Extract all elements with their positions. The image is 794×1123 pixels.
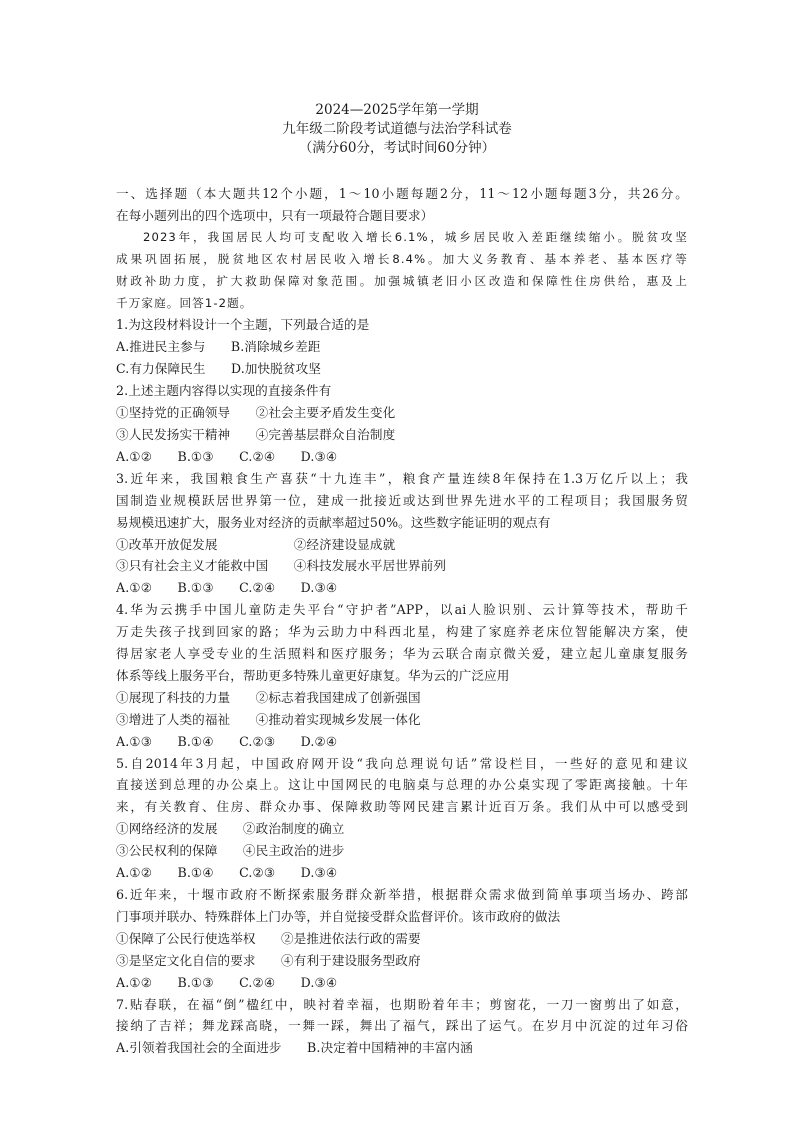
question-5-choices: A.①② B.①④ C.②③ D.③④ xyxy=(116,865,338,881)
question-1-options: C.有力保障民生 D.加快脱贫攻坚 xyxy=(116,361,321,377)
question-6-statement: ①保障了公民行使选举权 ②是推进依法行政的需要 xyxy=(116,930,421,946)
section-heading: 一、选择题（本大题共12个小题，1～10小题每题2分，11～12小题每题3分，共26分。 xyxy=(116,186,688,201)
question-4-choices: A.①③ B.①④ C.②③ D.②④ xyxy=(116,733,338,749)
exam-content xyxy=(116,183,688,1059)
passage-line: 2023年，我国居民人均可支配收入增长6.1%，城乡居民收入差距继续缩小。脱贫攻坚 xyxy=(143,229,688,244)
exam-header xyxy=(0,101,794,158)
passage-line: 成果巩固拓展，脱贫地区农村居民收入增长8.4%。加大义务教育、基本养老、基本医疗等 xyxy=(116,251,688,266)
question-4-stem: 体系等线上服务平台，帮助更多特殊儿童更好康复。华为云的广泛应用 xyxy=(116,667,510,683)
question-7-stem: 7.贴春联，在福“倒”楹红中，映衬着幸福，也期盼着年丰；剪窗花，一刀一窗剪出了如意， xyxy=(116,996,688,1012)
question-5-stem: 5.自2014年3月起，中国政府网开设“我向总理说句话”常设栏目，一些好的意见和建议 xyxy=(116,755,688,771)
question-1-stem: 1.为这段材料设计一个主题，下列最合适的是 xyxy=(116,317,370,333)
question-3-statement: ③只有社会主义才能救中国 ④科技发展水平居世界前列 xyxy=(116,558,447,574)
question-2-statement: ①坚持党的正确领导 ②社会主要矛盾发生变化 xyxy=(116,405,396,421)
question-3-stem: 国制造业规模跃居世界第一位，建成一批接近或达到世界先进水平的工程项目；我国服务贸 xyxy=(116,492,688,508)
exam-title: 九年级二阶段考试道德与法治学科试卷 xyxy=(282,121,512,137)
question-1-options: A.推进民主参与 B.消除城乡差距 xyxy=(116,339,321,355)
question-6-stem: 门事项并联办、特殊群体上门办等，并自觉接受群众监督评价。该市政府的做法 xyxy=(116,908,561,924)
school-year-title: 2024—2025学年第一学期 xyxy=(315,102,479,118)
question-3-stem: 易规模迅速扩大，服务业对经济的贡献率超过50%。这些数字能证明的观点有 xyxy=(116,514,551,530)
passage-line: 千万家庭。回答1-2题。 xyxy=(116,295,253,310)
question-4-statement: ①展现了科技的力量 ②标志着我国建成了创新强国 xyxy=(116,689,421,705)
question-3-choices: A.①② B.①③ C.②④ D.③④ xyxy=(116,580,338,596)
question-6-statement: ③是坚定文化自信的要求 ④有利于建设服务型政府 xyxy=(116,952,421,968)
question-5-stem: 来，有关教育、住房、群众办事、保障救助等网民建言累计近百万条。我们从中可以感受到 xyxy=(116,799,688,815)
passage-line: 财政补助力度，扩大救助保障对象范围。加强城镇老旧小区改造和保障性住房供给，惠及上 xyxy=(116,273,688,288)
question-7-stem: 接纳了吉祥；舞龙踩高晓，一舞一踩，舞出了福气，踩出了运气。在岁月中沉淀的过年习俗 xyxy=(116,1018,688,1034)
question-6-stem: 6.近年来，十堰市政府不断探索服务群众新举措，根据群众需求做到简单事项当场办、跨部 xyxy=(116,887,688,902)
question-2-choices: A.①② B.①③ C.②④ D.③④ xyxy=(116,448,338,464)
exam-score-time: （满分60分，考试时间60分钟） xyxy=(298,140,496,156)
question-5-statement: ③公民权利的保障 ④民主政治的进步 xyxy=(116,843,345,859)
question-2-statement: ③人民发扬实干精神 ④完善基层群众自治制度 xyxy=(116,426,396,442)
question-4-stem: 4.华为云携手中国儿童防走失平台“守护者”APP，以ai人脸识别、云计算等技术，帮助千 xyxy=(116,602,688,618)
question-5-stem: 直接送到总理的办公桌上。这让中国网民的电脑桌与总理的办公桌实现了零距离接触。十年 xyxy=(116,777,688,793)
question-3-statement: ①改革开放促发展 ②经济建设显成就 xyxy=(116,536,396,552)
question-4-stem: 得居家老人享受专业的生活照料和医疗服务；华为云联合南京微关爱，建立起儿童康复服务 xyxy=(116,646,688,662)
question-4-stem: 万走失孩子找到回家的路；华为云助力中科西北星，构建了家庭养老床位智能解决方案，使 xyxy=(116,624,688,640)
question-7-options: A.引领着我国社会的全面进步 B.决定着中国精神的丰富内涵 xyxy=(116,1040,473,1056)
question-6-choices: A.①② B.①③ C.②④ D.③④ xyxy=(116,974,338,990)
question-2-stem: 2.上述主题内容得以实现的直接条件有 xyxy=(116,383,332,399)
question-5-statement: ①网络经济的发展 ②政治制度的确立 xyxy=(116,821,345,837)
question-4-statement: ③增进了人类的福祉 ④推动着实现城乡发展一体化 xyxy=(116,711,421,727)
question-3-stem: 3.近年来，我国粮食生产喜获“十九连丰”，粮食产量连续8年保持在1.3万亿斤以上；我 xyxy=(116,470,688,486)
section-instruction: 在每小题列出的四个选项中，只有一项最符合题目要求） xyxy=(116,207,434,223)
